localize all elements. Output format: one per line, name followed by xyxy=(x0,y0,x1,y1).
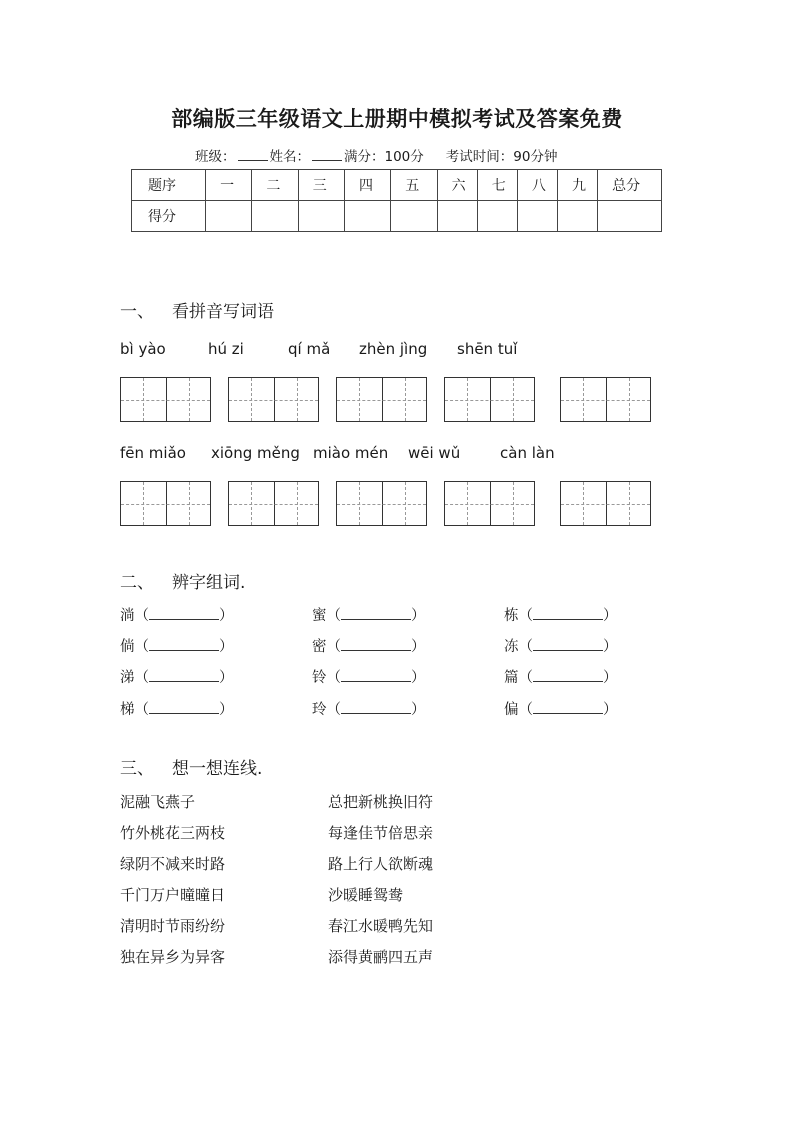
score-value-row xyxy=(132,201,662,232)
section2-heading xyxy=(120,568,245,593)
pinyin: qí mǎ xyxy=(288,340,331,358)
score-cell[interactable] xyxy=(598,201,662,232)
score-cell[interactable] xyxy=(206,201,252,232)
class-blank[interactable] xyxy=(238,148,268,161)
writing-box[interactable] xyxy=(120,377,211,422)
score-header-row xyxy=(132,170,662,201)
pinyin: xiōng měng xyxy=(211,444,300,462)
word-pair: 栋（ ） xyxy=(504,608,618,624)
exam-time: 考试时间：90分钟 xyxy=(445,149,558,165)
word-pair: 篇（ ） xyxy=(504,670,618,686)
answer-blank[interactable] xyxy=(341,700,411,714)
score-cell[interactable] xyxy=(391,201,437,232)
poem-line-left[interactable]: 千门万户曈曈日 xyxy=(120,886,226,904)
name-label: 姓名： xyxy=(269,149,310,165)
score-header-cell: 九 xyxy=(557,170,597,201)
score-cell[interactable] xyxy=(252,201,298,232)
score-cell[interactable] xyxy=(517,201,557,232)
score-cell[interactable] xyxy=(437,201,477,232)
writing-box[interactable] xyxy=(560,377,651,422)
name-blank[interactable] xyxy=(312,148,342,161)
word-pair: 蜜（ ） xyxy=(312,608,426,624)
score-cell[interactable] xyxy=(557,201,597,232)
answer-blank[interactable] xyxy=(341,606,411,620)
writing-box[interactable] xyxy=(120,481,211,526)
pinyin: fēn miǎo xyxy=(120,444,186,462)
writing-box[interactable] xyxy=(444,377,535,422)
pinyin: càn làn xyxy=(500,444,555,462)
score-cell[interactable] xyxy=(344,201,390,232)
poem-line-left[interactable]: 绿阴不减来时路 xyxy=(120,855,226,873)
char: 铃 xyxy=(312,670,327,686)
answer-blank[interactable] xyxy=(533,668,603,682)
char: 偏 xyxy=(504,702,519,718)
answer-blank[interactable] xyxy=(341,637,411,651)
section1-heading xyxy=(120,297,274,322)
poem-line-right[interactable]: 春江水暖鸭先知 xyxy=(328,917,434,935)
answer-blank[interactable] xyxy=(341,668,411,682)
score-header-cell: 五 xyxy=(391,170,437,201)
writing-box[interactable] xyxy=(444,481,535,526)
word-pair: 偏（ ） xyxy=(504,702,618,718)
answer-blank[interactable] xyxy=(149,700,219,714)
char: 倘 xyxy=(120,639,135,655)
char: 淌 xyxy=(120,608,135,624)
pinyin: hú zi xyxy=(208,340,244,358)
answer-blank[interactable] xyxy=(149,637,219,651)
char: 篇 xyxy=(504,670,519,686)
full-score: 满分：100分 xyxy=(344,149,424,165)
char: 涕 xyxy=(120,670,135,686)
pinyin: wēi wǔ xyxy=(408,444,461,462)
writing-box[interactable] xyxy=(560,481,651,526)
score-header-cell: 题序 xyxy=(132,170,206,201)
answer-blank[interactable] xyxy=(533,700,603,714)
poem-line-left[interactable]: 泥融飞燕子 xyxy=(120,793,196,811)
score-header-cell: 八 xyxy=(517,170,557,201)
char: 梯 xyxy=(120,702,135,718)
word-pair: 铃（ ） xyxy=(312,670,426,686)
section3-heading xyxy=(120,754,262,779)
poem-line-right[interactable]: 路上行人欲断魂 xyxy=(328,855,434,873)
word-pair: 淌（ ） xyxy=(120,608,234,624)
char: 密 xyxy=(312,639,327,655)
section-title: 辨字组词. xyxy=(172,573,246,593)
char: 蜜 xyxy=(312,608,327,624)
poem-line-left[interactable]: 独在异乡为异客 xyxy=(120,948,226,966)
section-number: 一、 xyxy=(120,302,154,322)
pinyin: miào mén xyxy=(313,444,389,462)
score-header-cell: 七 xyxy=(477,170,517,201)
poem-line-right[interactable]: 每逢佳节倍思亲 xyxy=(328,824,434,842)
section-number: 三、 xyxy=(120,759,154,779)
section-title: 看拼音写词语 xyxy=(172,302,274,322)
word-pair: 涕（ ） xyxy=(120,670,234,686)
score-cell[interactable] xyxy=(477,201,517,232)
score-header-cell: 四 xyxy=(344,170,390,201)
answer-blank[interactable] xyxy=(149,606,219,620)
score-header-cell: 三 xyxy=(298,170,344,201)
writing-box[interactable] xyxy=(228,377,319,422)
answer-blank[interactable] xyxy=(149,668,219,682)
score-table xyxy=(131,169,662,232)
poem-line-left[interactable]: 清明时节雨纷纷 xyxy=(120,917,226,935)
writing-box[interactable] xyxy=(228,481,319,526)
score-header-cell: 六 xyxy=(437,170,477,201)
score-header-cell: 一 xyxy=(206,170,252,201)
class-label: 班级： xyxy=(195,149,236,165)
char: 冻 xyxy=(504,639,519,655)
char: 玲 xyxy=(312,702,327,718)
pinyin: zhèn jìng xyxy=(359,340,428,358)
exam-info xyxy=(195,145,557,165)
section-title: 想一想连线. xyxy=(172,759,263,779)
pinyin: shēn tuǐ xyxy=(457,340,518,358)
writing-box[interactable] xyxy=(336,377,427,422)
char: 栋 xyxy=(504,608,519,624)
writing-box[interactable] xyxy=(336,481,427,526)
word-pair: 冻（ ） xyxy=(504,639,618,655)
page-title: 部编版三年级语文上册期中模拟考试及答案免费 xyxy=(171,106,623,131)
word-pair: 玲（ ） xyxy=(312,702,426,718)
word-pair: 倘（ ） xyxy=(120,639,234,655)
section-number: 二、 xyxy=(120,573,154,593)
word-pair: 梯（ ） xyxy=(120,702,234,718)
poem-line-right[interactable]: 沙暖睡鸳鸯 xyxy=(328,886,404,904)
poem-line-right[interactable]: 添得黄鹂四五声 xyxy=(328,948,434,966)
answer-blank[interactable] xyxy=(533,637,603,651)
answer-blank[interactable] xyxy=(533,606,603,620)
pinyin: bì yào xyxy=(120,340,166,358)
score-header-cell: 二 xyxy=(252,170,298,201)
poem-line-left[interactable]: 竹外桃花三两枝 xyxy=(120,824,226,842)
score-header-cell: 总分 xyxy=(598,170,662,201)
score-row-label: 得分 xyxy=(132,201,206,232)
poem-line-right[interactable]: 总把新桃换旧符 xyxy=(328,793,434,811)
score-cell[interactable] xyxy=(298,201,344,232)
word-pair: 密（ ） xyxy=(312,639,426,655)
